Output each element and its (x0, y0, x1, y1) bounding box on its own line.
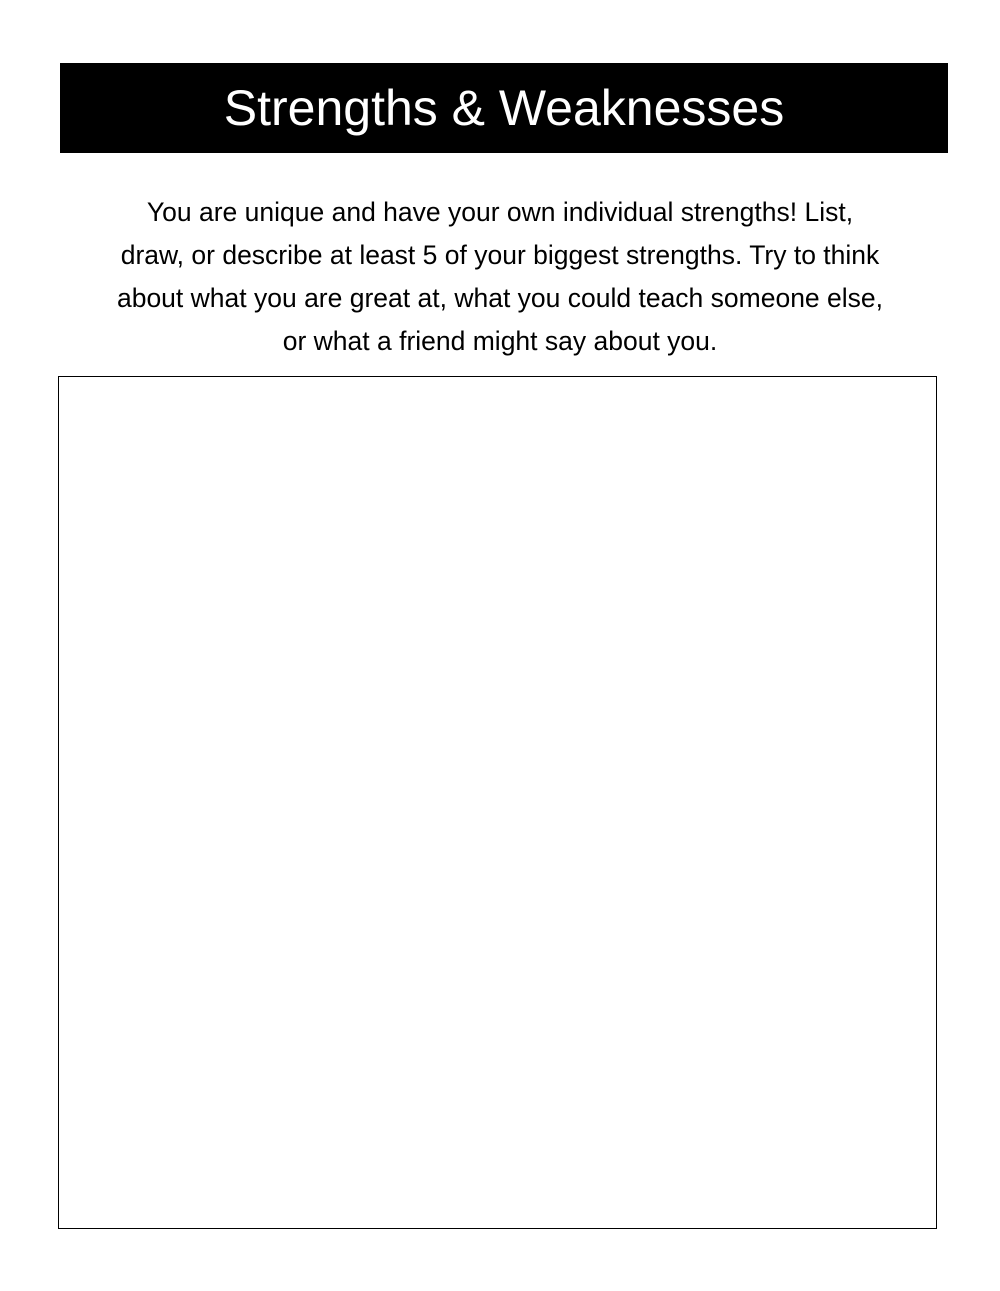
page-title: Strengths & Weaknesses (223, 80, 785, 136)
instructions-line: draw, or describe at least 5 of your biggest strengths. Try to think (120, 240, 880, 270)
instructions-line: You are unique and have your own individual strengths! List, (146, 197, 854, 227)
title-banner (60, 63, 948, 153)
strengths-answer-box[interactable] (58, 376, 937, 1229)
instructions-line: about what you are great at, what you could teach someone else, (116, 283, 884, 313)
instructions-line: or what a friend might say about you. (282, 326, 718, 356)
instructions-text (50, 191, 950, 363)
